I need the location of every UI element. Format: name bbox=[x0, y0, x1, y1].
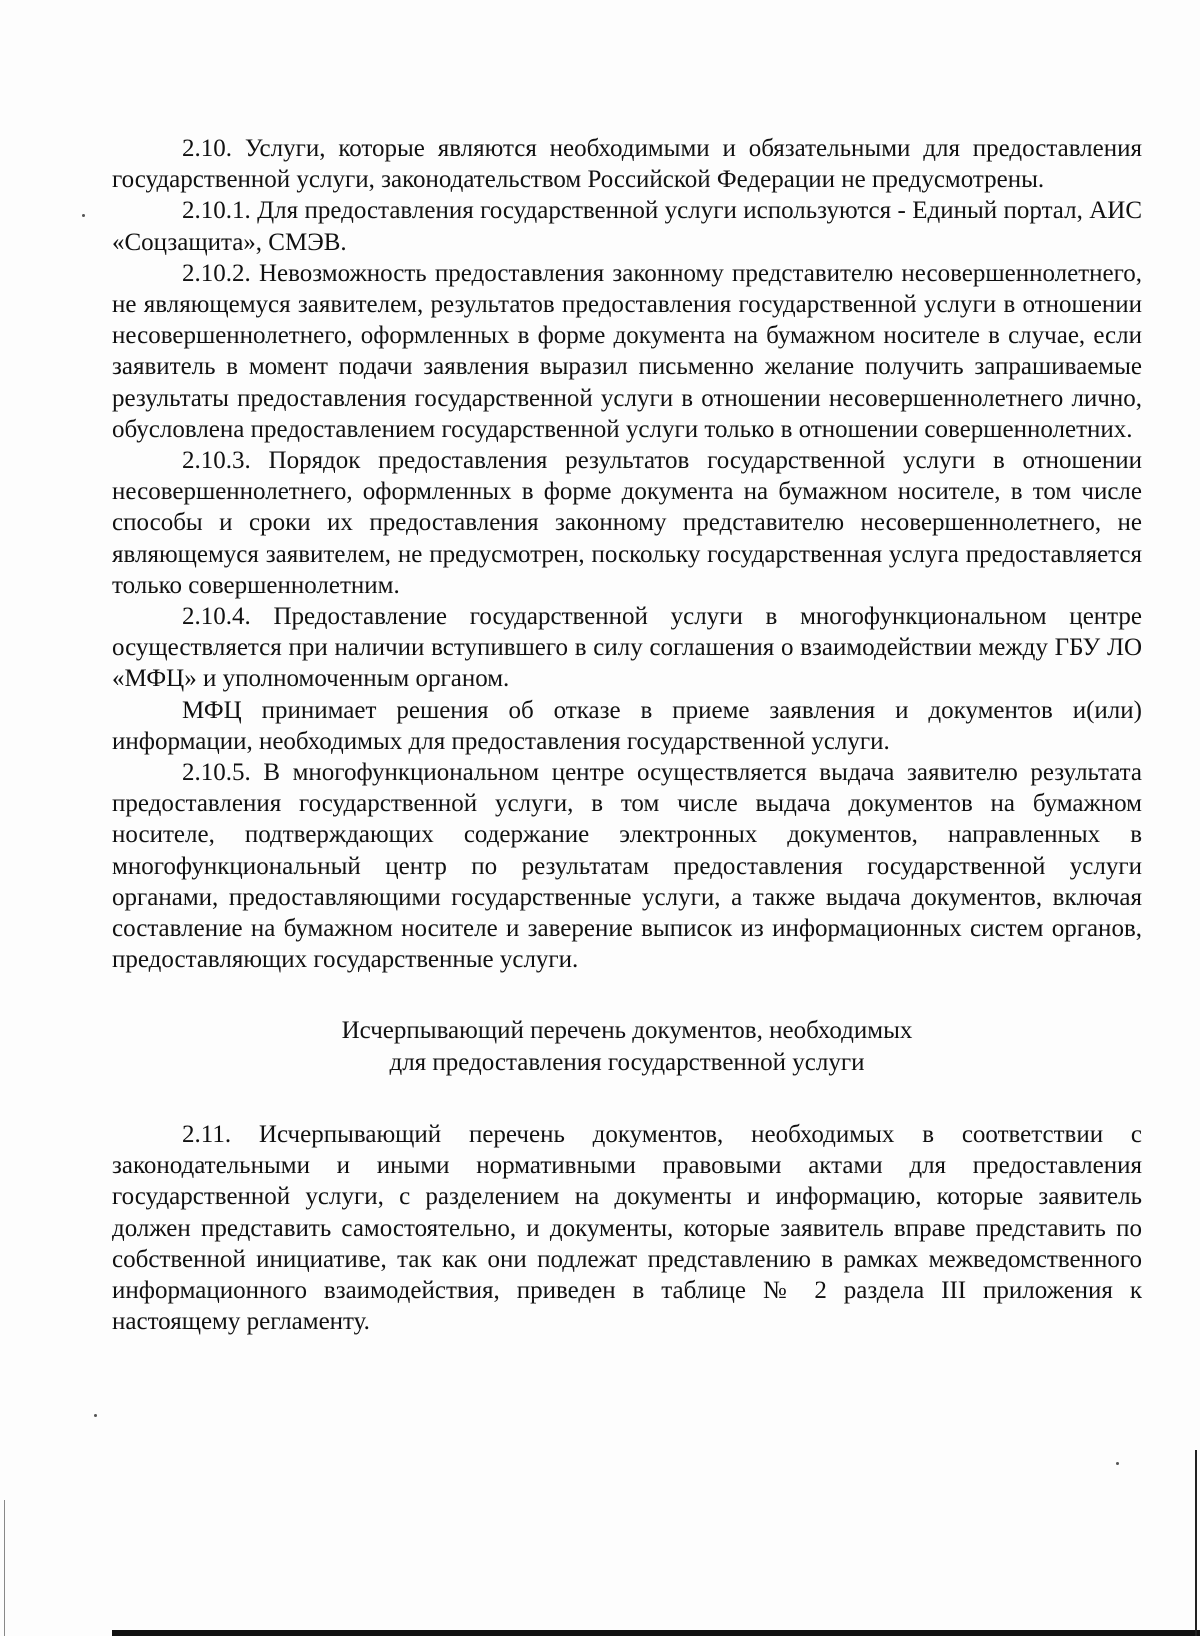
paragraph-2-10: 2.10. Услуги, которые являются необходимыми и обязательными для предоставления государственной услуги, законодательством Российской Федерации не предусмотрены. bbox=[112, 135, 1142, 194]
paragraph-2-10-4: 2.10.4. Предоставление государственной услуги в многофункциональном центре осуществляется при наличии вступившего в силу соглашения о взаимодействии между ГБУ ЛО «МФЦ» и уполномоченным органом. bbox=[112, 603, 1142, 693]
section-heading-line-1: Исчерпывающий перечень документов, необходимых bbox=[341, 1017, 913, 1045]
paragraph-2-10-3: 2.10.3. Порядок предоставления результатов государственной услуги в отношении несовершеннолетнего, оформленных в форме документа на бумажном носителе, в том числе способы и сроки их предоставления законному представителю несовершеннолетнего, не являющемуся заявителем, не предусмотрен, поскольку государственная услуга предоставляется только совершеннолетним. bbox=[112, 447, 1142, 599]
paragraph-2-10-1: 2.10.1. Для предоставления государственной услуги используются - Единый портал, АИС «Соцзащита», СМЭВ. bbox=[112, 197, 1142, 256]
paragraph-mfc-refusal: МФЦ принимает решения об отказе в приеме заявления и документов и(или) информации, необходимых для предоставления государственной услуги. bbox=[112, 696, 1142, 755]
scan-right-edge bbox=[1195, 1450, 1197, 1636]
paragraph-2-10-5: 2.10.5. В многофункциональном центре осуществляется выдача заявителю результата предоставления государственной услуги, в том числе выдача документов на бумажном носителе, подтверждающих содержание электронных документов, направленных в многофункциональный центр по результатам предоставления государственной услуги органами, предоставляющими государственные услуги, а также выдача документов, включая составление на бумажном носителе и заверение выписок из информационных систем органов, предоставляющих государственные услуги. bbox=[112, 759, 1142, 974]
scan-left-edge bbox=[4, 1500, 5, 1636]
scan-bottom-edge bbox=[112, 1630, 1200, 1636]
paragraph-2-10-2: 2.10.2. Невозможность предоставления законному представителю несовершеннолетнего, не являющемуся заявителем, результатов предоставления государственной услуги в отношении несовершеннолетнего, оформленных в форме документа на бумажном носителе в случае, если заявитель в момент подачи заявления выразил письменно желание получить запрашиваемые результаты предоставления государственной услуги в отношении несовершеннолетнего лично, обусловлена предоставлением государственной услуги только в отношении совершеннолетних. bbox=[112, 259, 1142, 443]
paragraph-2-11: 2.11. Исчерпывающий перечень документов, необходимых в соответствии с законодательными и иными нормативными правовыми актами для предоставления государственной услуги, с разделением на документы и информацию, которые заявитель должен представить самостоятельно, и документы, которые заявитель вправе представить по собственной инициативе, так как они подлежат представлению в рамках межведомственного информационного взаимодействия, приведен в таблице № 2 раздела III приложения к настоящему регламенту. bbox=[112, 1120, 1142, 1336]
section-heading bbox=[112, 1015, 1142, 1077]
section-heading-line-2: для предоставления государственной услуги bbox=[389, 1048, 865, 1076]
scan-speck bbox=[82, 214, 85, 217]
scan-speck bbox=[94, 1414, 97, 1417]
scan-speck bbox=[1116, 1462, 1119, 1465]
document-body bbox=[112, 133, 1142, 1337]
